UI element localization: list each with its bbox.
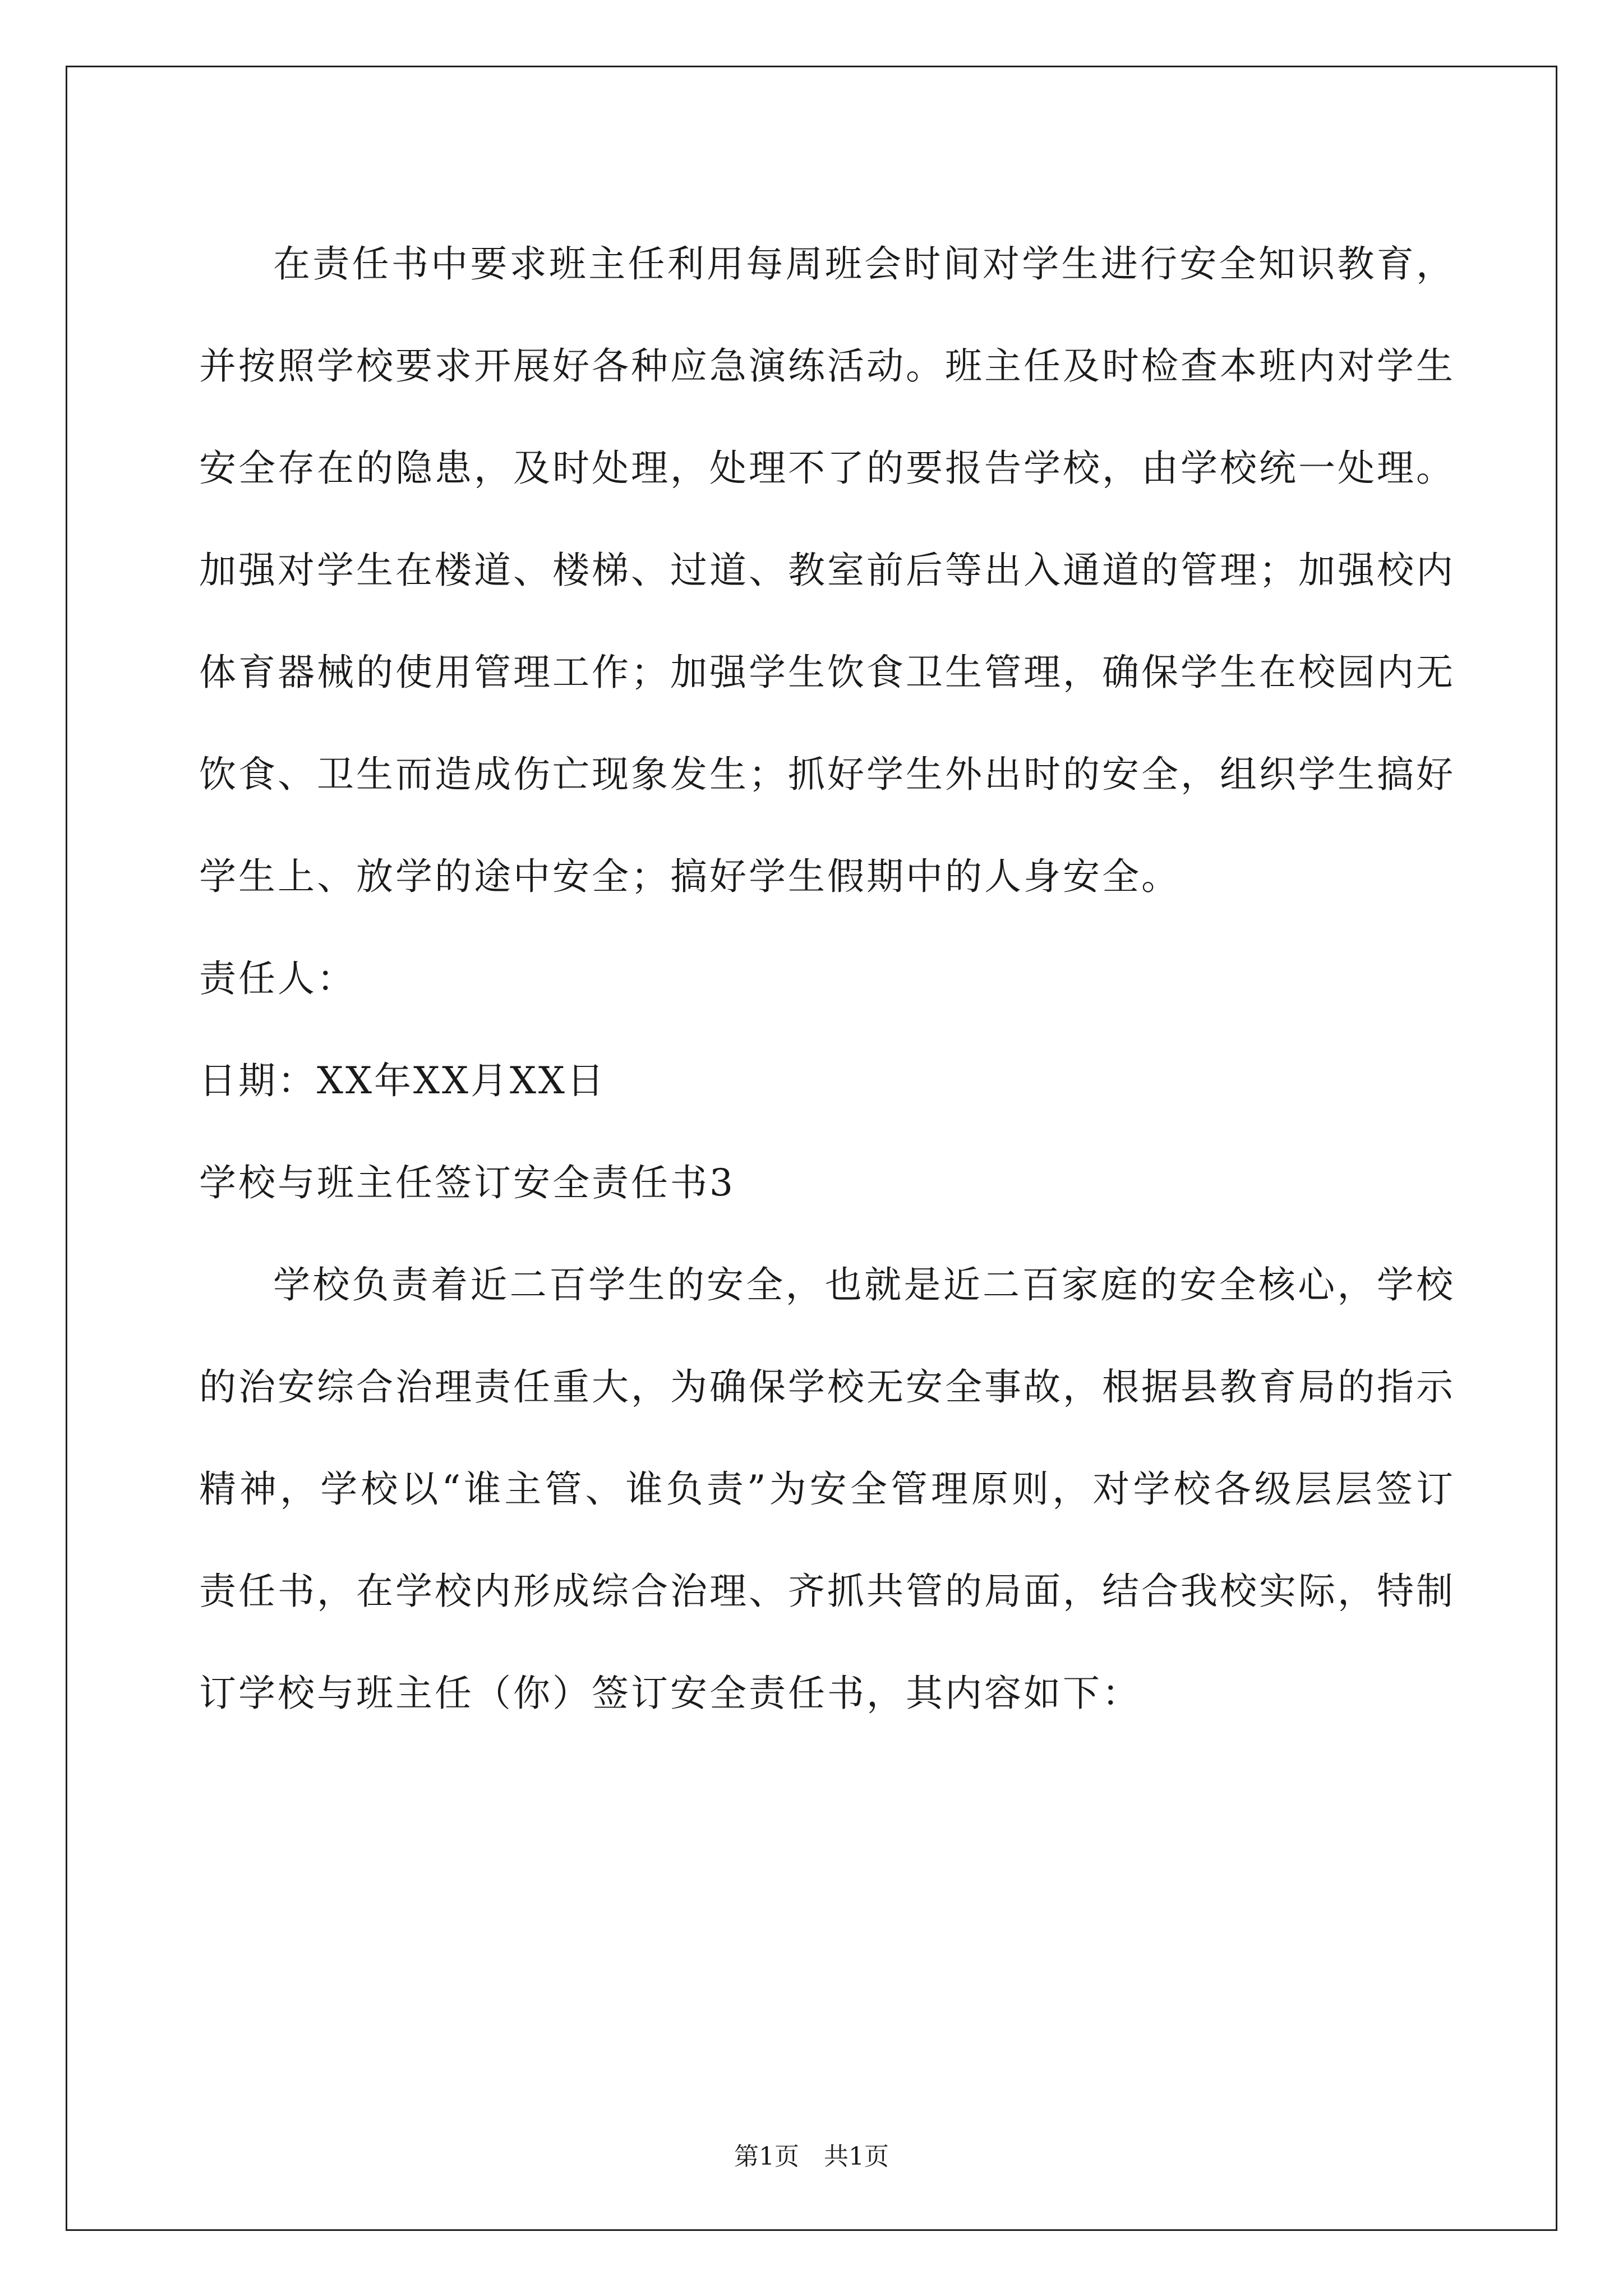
page-footer bbox=[0, 2140, 1623, 2174]
page-total: 共1页 bbox=[824, 2142, 889, 2171]
paragraph-school-safety-intro: 学校负责着近二百学生的安全，也就是近二百家庭的安全核心，学校的治安综合治理责任重大，为确保学校无安全事故，根据县教育局的指示精神，学校以“谁主管、谁负责”为安全管理原则，对学校各级层层签订责任书，在学校内形成综合治理、齐抓共管的局面，结合我校实际，特制订学校与班主任（你）签订安全责任书，其内容如下： bbox=[199, 1263, 1455, 1715]
date-line: 日期：XX年XX月XX日 bbox=[199, 1059, 606, 1102]
section-title: 学校与班主任签订安全责任书3 bbox=[199, 1161, 735, 1204]
page-number: 第1页 bbox=[734, 2142, 799, 2171]
document-body bbox=[199, 213, 1455, 1745]
paragraph-responsibility-details: 在责任书中要求班主任利用每周班会时间对学生进行安全知识教育，并按照学校要求开展好各种应急演练活动。班主任及时检查本班内对学生安全存在的隐患，及时处理，处理不了的要报告学校，由学校统一处理。加强对学生在楼道、楼梯、过道、教室前后等出入通道的管理；加强校内体育器械的使用管理工作；加强学生饮食卫生管理，确保学生在校园内无饮食、卫生而造成伤亡现象发生；抓好学生外出时的安全，组织学生搞好学生上、放学的途中安全；搞好学生假期中的人身安全。 bbox=[199, 242, 1455, 898]
responsible-person-line: 责任人： bbox=[199, 957, 356, 1000]
